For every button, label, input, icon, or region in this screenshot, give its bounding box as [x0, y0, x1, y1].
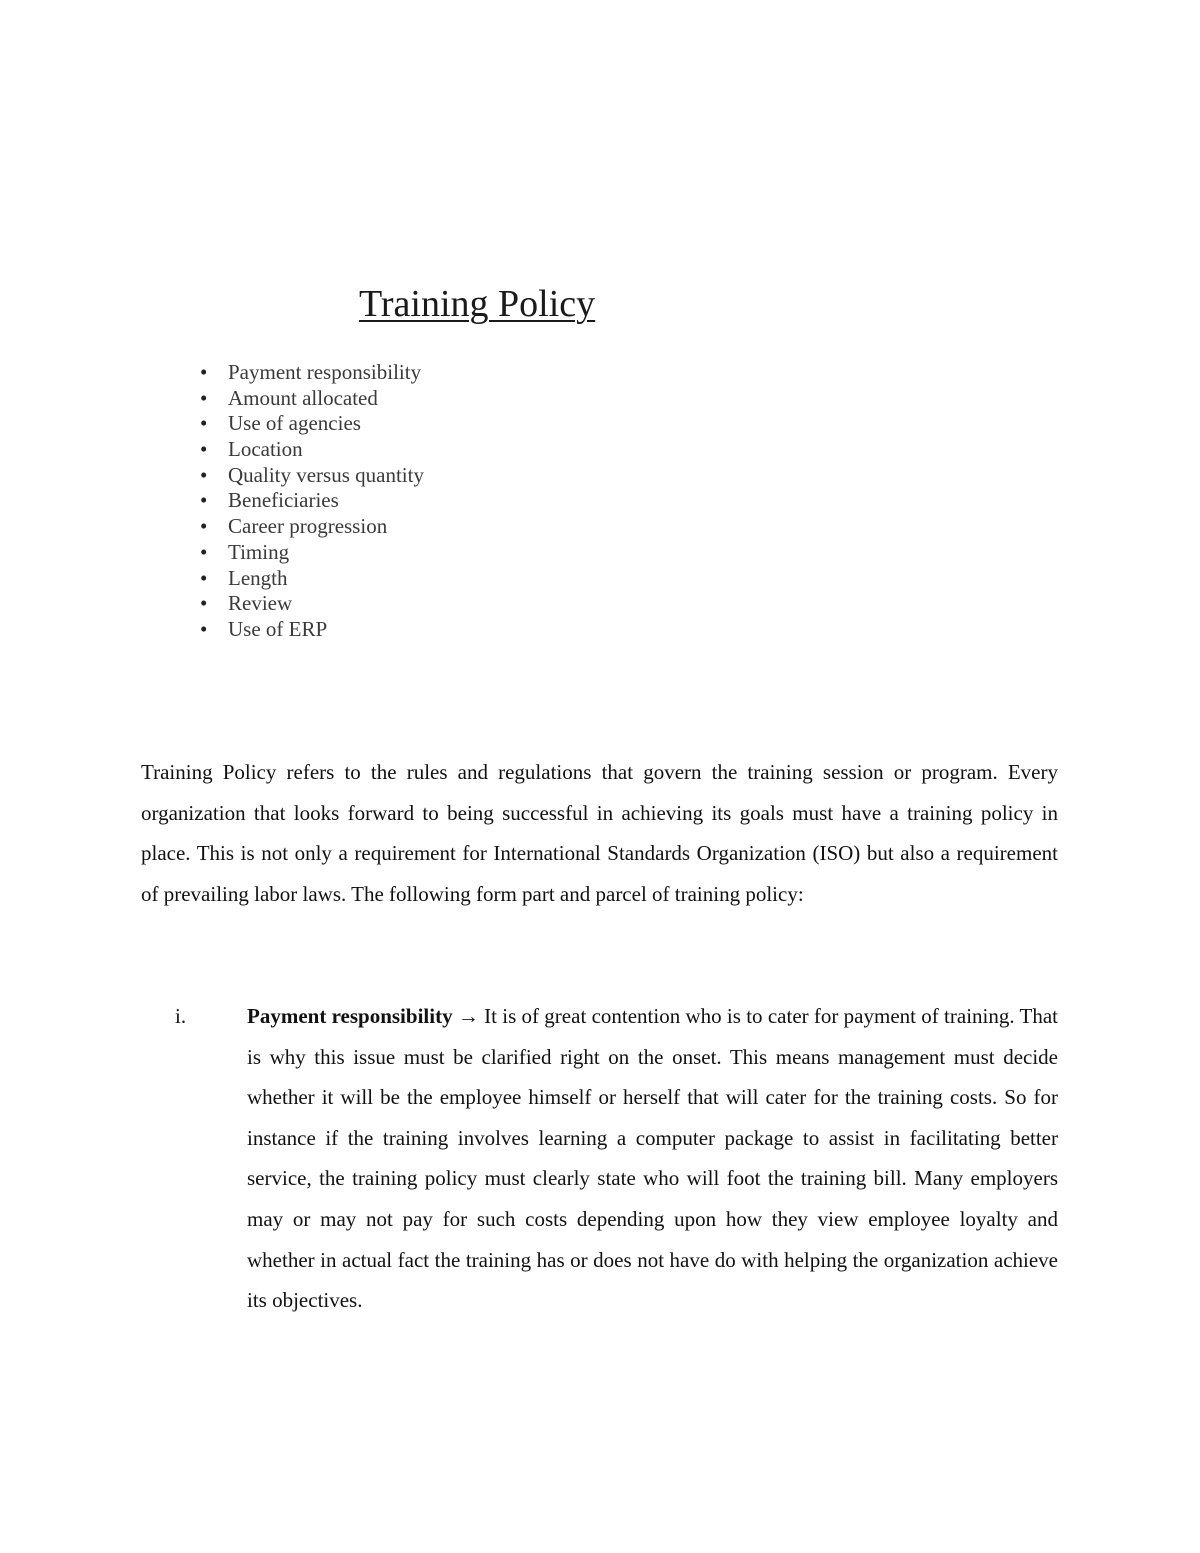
list-item [200, 360, 424, 386]
list-item [200, 514, 424, 540]
list-item-label: Review [228, 591, 293, 616]
list-item-label: Location [228, 437, 303, 462]
list-item-label: Quality versus quantity [228, 462, 424, 487]
topic-bullet-list [200, 360, 424, 643]
list-item [200, 463, 424, 489]
list-item-label: Timing [228, 539, 290, 564]
page-title: Training Policy [359, 283, 596, 325]
list-item [200, 566, 424, 592]
list-item [200, 411, 424, 437]
list-item [200, 591, 424, 617]
intro-paragraph: Training Policy refers to the rules and regulations that govern the training session or program. Every organization that looks forward to being successful in achieving its goals must have a training policy in place. This is not only a requirement for International Standards Organization (ISO) but also a requirement of prevailing labor laws. The following form part and parcel of training policy: [141, 760, 1058, 906]
bullet-icon: • [200, 539, 208, 564]
bullet-icon: • [200, 616, 208, 641]
bullet-icon: • [200, 360, 208, 384]
item-body [247, 996, 1058, 1321]
bullet-icon: • [200, 385, 208, 410]
list-item-label: Use of ERP [228, 616, 328, 641]
numbered-item [141, 996, 1058, 1321]
list-item-label: Use of agencies [228, 411, 361, 436]
list-item [200, 617, 424, 643]
list-item [200, 437, 424, 463]
item-text: It is of great contention who is to cater for payment of training. That is why this issue must be clarified right on the onset. This means management must decide whether it will be the employee himself or herself that will cater for the training costs. So for instance if the training involves learning a computer package to assist in facilitating better service, the training policy must clearly state who will foot the training bill. Many employers may or may not pay for such costs depending upon how they view employee loyalty and whether in actual fact the training has or does not have do with helping the organization achieve its objectives. [247, 1004, 1058, 1313]
list-item-label: Payment responsibility [228, 360, 422, 384]
list-item [200, 540, 424, 566]
bullet-icon: • [200, 591, 208, 616]
list-item [200, 488, 424, 514]
arrow-icon: → [457, 1004, 479, 1028]
item-term: Payment responsibility [247, 1004, 453, 1028]
item-numeral: i. [175, 1004, 187, 1028]
bullet-icon: • [200, 514, 208, 539]
list-item-label: Length [228, 565, 288, 590]
bullet-icon: • [200, 488, 208, 513]
bullet-icon: • [200, 462, 208, 487]
list-item-label: Amount allocated [228, 385, 378, 410]
bullet-icon: • [200, 437, 208, 462]
list-item-label: Career progression [228, 514, 388, 539]
bullet-icon: • [200, 565, 208, 590]
list-item [200, 386, 424, 412]
bullet-icon: • [200, 411, 208, 436]
list-item-label: Beneficiaries [228, 488, 339, 513]
